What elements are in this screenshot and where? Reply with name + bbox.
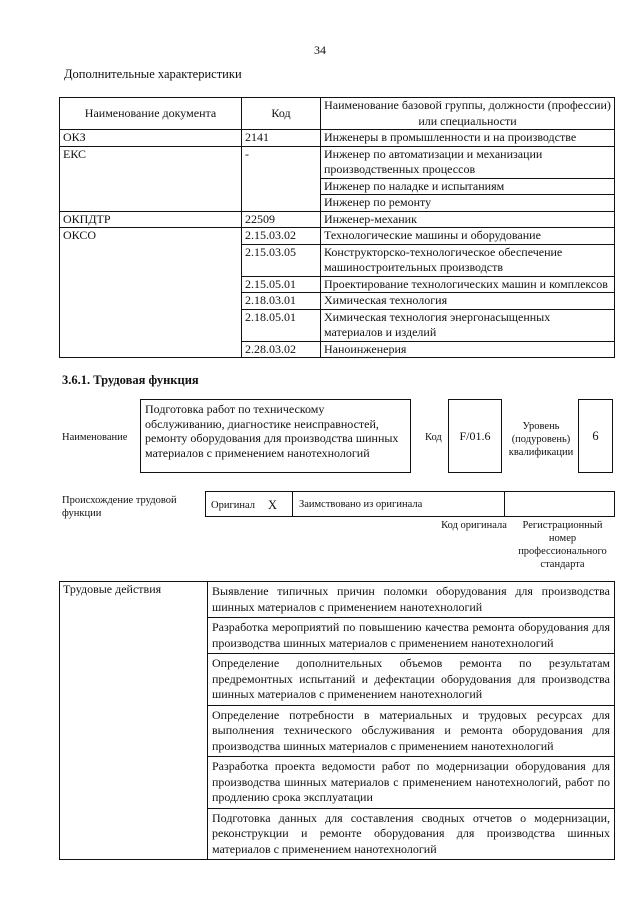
cell-name: Химическая технология — [321, 293, 615, 310]
cell-code: 2.15.05.01 — [242, 276, 321, 293]
additional-characteristics-table — [59, 97, 615, 358]
cell-name: Наноинженерия — [321, 341, 615, 358]
cell-name: Технологические машины и оборудование — [321, 228, 615, 245]
cell-doc: ОКСО — [60, 228, 242, 358]
cell-code: 2.18.05.01 — [242, 309, 321, 341]
page-number: 34 — [314, 43, 326, 57]
origin-label: Происхождение трудовой функции — [62, 495, 177, 519]
cell-code: 2141 — [242, 130, 321, 147]
cell-code: 2.28.03.02 — [242, 341, 321, 358]
cell-doc: ЕКС — [60, 146, 242, 211]
action-item: Выявление типичных причин поломки оборудования для производства шинных материалов с применением нанотехнологий — [208, 582, 615, 618]
function-heading: 3.6.1. Трудовая функция — [62, 373, 199, 387]
cell-doc: ОКЗ — [60, 130, 242, 147]
labor-actions-table — [59, 581, 615, 860]
origin-box — [205, 491, 615, 517]
cell-name: Инженеры в промышленности и на производстве — [321, 130, 615, 147]
action-item: Разработка мероприятий по повышению качества ремонта оборудования для производства шинных материалов с применением нанотехнологий — [208, 618, 615, 654]
action-item: Разработка проекта ведомости работ по модернизации оборудования для производства шинных материалов с применением нанотехнологий, работ по продлению срока эксплуатации — [208, 757, 615, 809]
cell-code: 22509 — [242, 211, 321, 228]
divider — [504, 492, 505, 516]
divider — [292, 492, 293, 516]
function-name-box: Подготовка работ по техническому обслуживанию, диагностике неисправностей, ремонту оборудования для производства шинных материалов с применением нанотехнологий — [140, 399, 411, 473]
header-document: Наименование документа — [60, 98, 242, 130]
cell-doc: ОКПДТР — [60, 211, 242, 228]
cell-code: 2.15.03.05 — [242, 244, 321, 276]
cell-name: Инженер по наладке и испытаниям — [321, 178, 615, 195]
cell-name: Инженер по автоматизации и механизации производственных процессов — [321, 146, 615, 178]
code-label: Код — [425, 432, 442, 443]
table-header-row — [60, 98, 615, 130]
cell-name: Химическая технология энергонасыщенных материалов и изделий — [321, 309, 615, 341]
table-row — [60, 582, 615, 618]
section-heading: Дополнительные характеристики — [64, 67, 242, 81]
cell-code: 2.18.03.01 — [242, 293, 321, 310]
table-row — [60, 228, 615, 245]
reg-number-caption: Регистрационный номер профессионального стандарта — [518, 520, 607, 570]
action-item: Определение потребности в материальных и трудовых ресурсах для выполнения технического обслуживания и ремонта оборудования для производства шинных материалов с применением нанотехнологий — [208, 705, 615, 757]
cell-name: Инженер-механик — [321, 211, 615, 228]
table-row — [60, 130, 615, 147]
header-code: Код — [242, 98, 321, 130]
cell-code: 2.15.03.02 — [242, 228, 321, 245]
header-name: Наименование базовой группы, должности (профессии) или специальности — [321, 98, 615, 130]
table-row — [60, 146, 615, 178]
original-mark: X — [268, 498, 278, 512]
cell-name: Конструкторско-технологическое обеспечение машиностроительных производств — [321, 244, 615, 276]
table-row — [60, 211, 615, 228]
cell-name: Инженер по ремонту — [321, 195, 615, 212]
action-item: Подготовка данных для составления сводных отчетов о модернизации, реконструкции и ремонте оборудования для производства шинных материалов с применением нанотехнологий — [208, 808, 615, 860]
level-value-box: 6 — [578, 399, 613, 473]
code-original-caption: Код оригинала — [441, 520, 507, 531]
actions-label: Трудовые действия — [60, 582, 208, 860]
action-item: Определение дополнительных объемов ремонта по результатам предремонтных испытаний и дефектации оборудования для производства шинных материалов с применением нанотехнологий — [208, 654, 615, 706]
function-code-box: F/01.6 — [448, 399, 502, 473]
original-label: Оригинал — [211, 500, 255, 511]
cell-code: - — [242, 146, 321, 211]
cell-name: Проектирование технологических машин и комплексов — [321, 276, 615, 293]
level-label: Уровень (подуровень) квалификации — [508, 421, 574, 458]
borrowed-label: Заимствовано из оригинала — [299, 499, 423, 510]
name-label: Наименование — [62, 432, 128, 443]
